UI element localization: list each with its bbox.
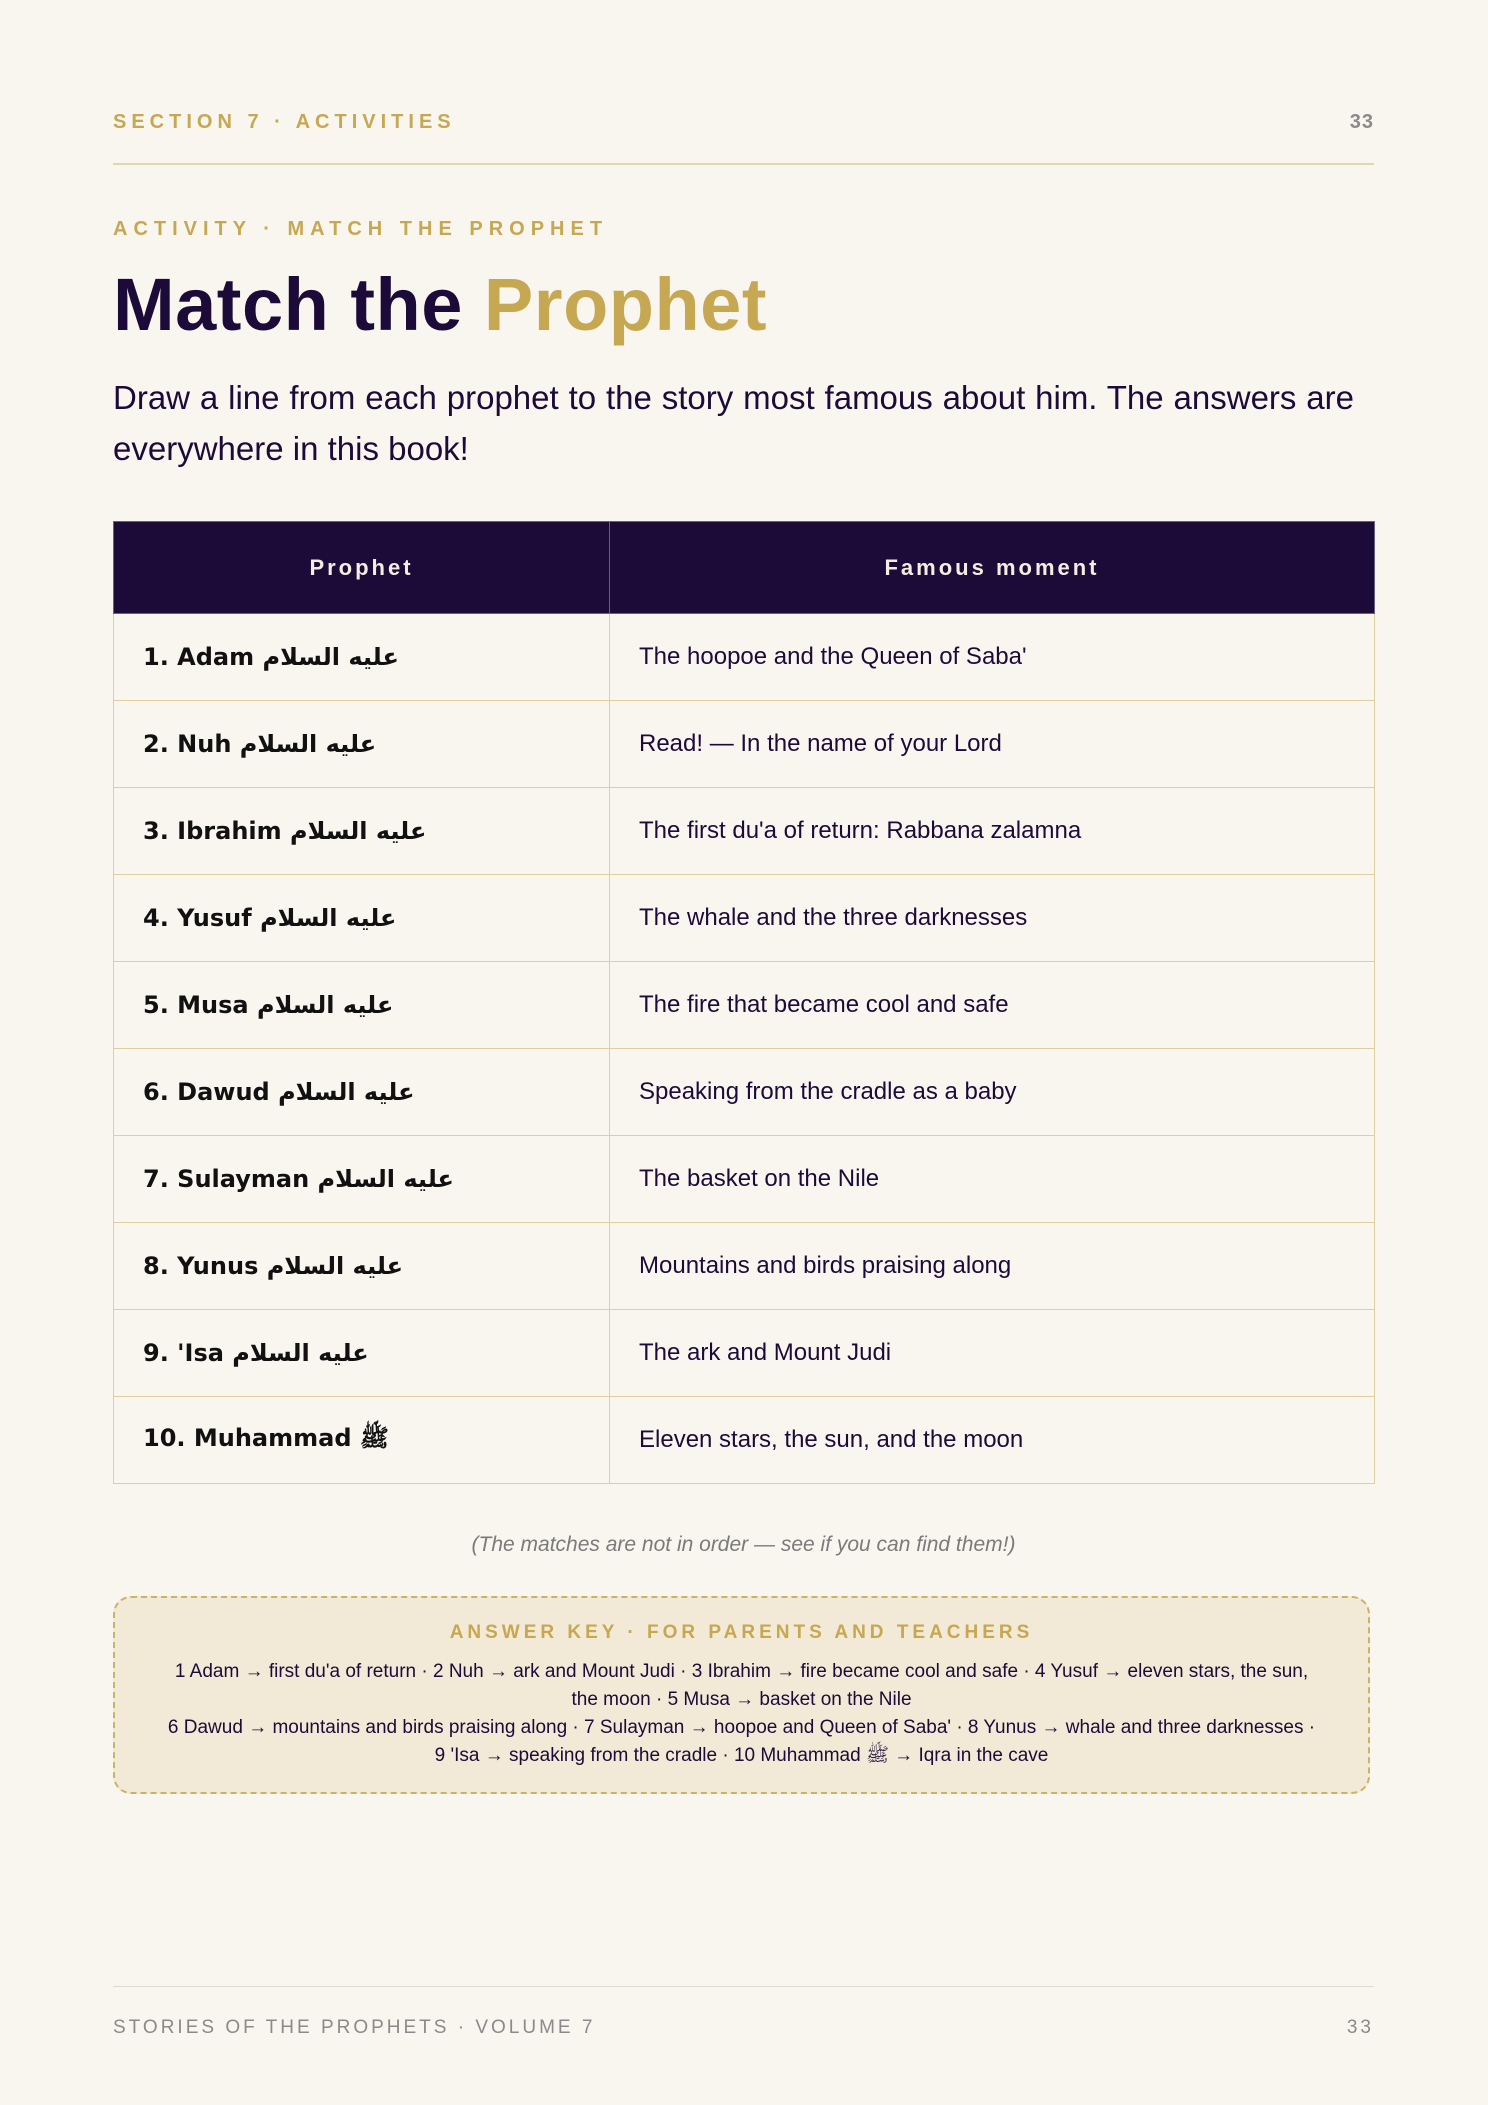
page-footer xyxy=(113,2017,1374,2039)
section-label: SECTION 7 · ACTIVITIES xyxy=(113,110,456,133)
table-row xyxy=(114,1136,1375,1223)
activity-kicker: ACTIVITY · MATCH THE PROPHET xyxy=(113,218,609,240)
table-row xyxy=(114,614,1375,701)
table-row xyxy=(114,701,1375,788)
answer-key-line: 6 Dawud → mountains and birds praising along · 7 Sulayman → hoopoe and Queen of Saba' · 8 Yunus → whale and three darknesses · xyxy=(167,1717,1316,1738)
prophet-cell: 4. Yusuf عليه السلام xyxy=(114,875,610,962)
moment-cell: Eleven stars, the sun, and the moon xyxy=(610,1397,1375,1484)
answer-key-box xyxy=(113,1596,1370,1794)
moment-cell: The basket on the Nile xyxy=(610,1136,1375,1223)
intro-text: Draw a line from each prophet to the story most famous about him. The answers are everywhere in this book! xyxy=(113,379,1354,467)
answer-key-title: ANSWER KEY · FOR PARENTS AND TEACHERS xyxy=(449,1622,1034,1643)
moment-cell: Read! — In the name of your Lord xyxy=(610,701,1375,788)
footer-page-number: 33 xyxy=(1346,2017,1374,2038)
prophet-cell: 2. Nuh عليه السلام xyxy=(114,701,610,788)
column-header-prophet: Prophet xyxy=(114,522,610,614)
table-row xyxy=(114,1223,1375,1310)
column-header-moment: Famous moment xyxy=(610,522,1375,614)
moment-cell: Speaking from the cradle as a baby xyxy=(610,1049,1375,1136)
table-row xyxy=(114,1310,1375,1397)
table-row xyxy=(114,875,1375,962)
moment-cell: The whale and the three darknesses xyxy=(610,875,1375,962)
prophet-cell: 9. 'Isa عليه السلام xyxy=(114,1310,610,1397)
footer-divider xyxy=(113,1986,1374,1987)
prophet-cell: 3. Ibrahim عليه السلام xyxy=(114,788,610,875)
header-page-number: 33 xyxy=(1349,110,1374,133)
answer-key-line: the moon · 5 Musa → basket on the Nile xyxy=(571,1689,912,1710)
title-accent: Prophet xyxy=(483,263,767,346)
moment-cell: The hoopoe and the Queen of Saba' xyxy=(610,614,1375,701)
table-header-row xyxy=(114,522,1375,614)
moment-cell: The ark and Mount Judi xyxy=(610,1310,1375,1397)
moment-cell: The first du'a of return: Rabbana zalamna xyxy=(610,788,1375,875)
title-main: Match the xyxy=(113,263,463,346)
prophet-cell: 8. Yunus عليه السلام xyxy=(114,1223,610,1310)
moment-cell: The fire that became cool and safe xyxy=(610,962,1375,1049)
table-row xyxy=(114,1397,1375,1484)
footer-book-title: STORIES OF THE PROPHETS · VOLUME 7 xyxy=(113,2017,596,2038)
order-note: (The matches are not in order — see if you can find them!) xyxy=(471,1533,1016,1556)
prophet-cell: 5. Musa عليه السلام xyxy=(114,962,610,1049)
table-row xyxy=(114,962,1375,1049)
prophet-cell: 6. Dawud عليه السلام xyxy=(114,1049,610,1136)
moment-cell: Mountains and birds praising along xyxy=(610,1223,1375,1310)
match-table xyxy=(113,521,1375,1484)
prophet-cell: 1. Adam عليه السلام xyxy=(114,614,610,701)
answer-key-line: 1 Adam → first du'a of return · 2 Nuh → ark and Mount Judi · 3 Ibrahim → fire became cool and safe · 4 Yusuf → eleven stars, the sun, xyxy=(174,1661,1309,1682)
table-row xyxy=(114,788,1375,875)
prophet-cell: 7. Sulayman عليه السلام xyxy=(114,1136,610,1223)
page-title xyxy=(113,262,767,347)
prophet-cell: 10. Muhammad ﷺ xyxy=(114,1397,610,1484)
answer-key-line: 9 'Isa → speaking from the cradle · 10 Muhammad ﷺ → Iqra in the cave xyxy=(434,1745,1049,1766)
table-row xyxy=(114,1049,1375,1136)
page xyxy=(113,0,1374,2105)
running-header xyxy=(113,107,1374,165)
